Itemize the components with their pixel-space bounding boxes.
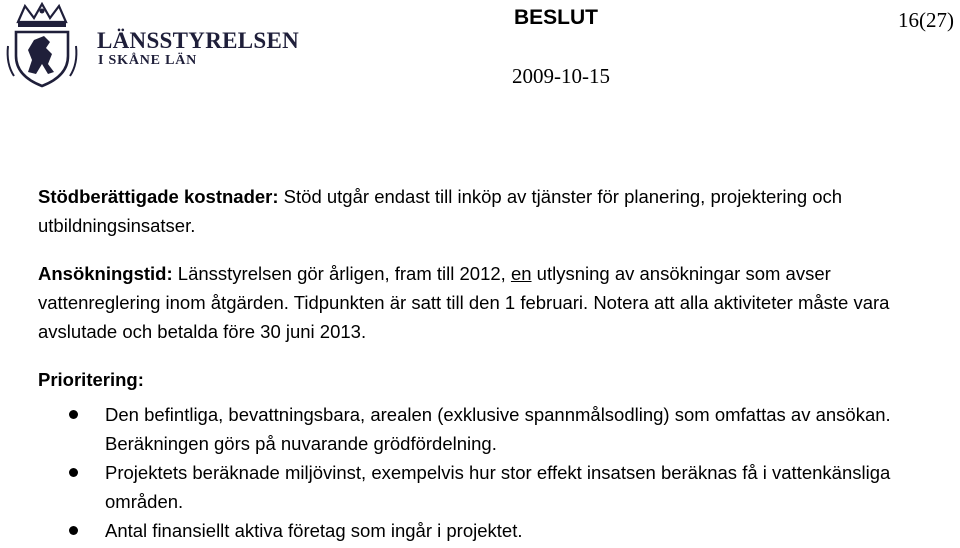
list-item-text: Den befintliga, bevattningsbara, arealen (exklusive spannmålsodling) som omfattas av ansökan. Beräkningen görs på nuvarande grödfördelning. <box>105 404 891 454</box>
bullet-icon <box>69 410 78 419</box>
list-item <box>38 458 925 516</box>
priority-heading: Prioritering: <box>38 369 144 390</box>
application-text-after: utlysning av ansökningar som avser vattenreglering inom åtgärden. Tidpunkten är satt till den 1 februari. Notera att alla aktiviteter måste vara avslutade och betalda före 30 juni 2013. <box>38 263 890 342</box>
organization-name: LÄNSSTYRELSEN <box>97 28 300 53</box>
organization-logo <box>0 0 345 92</box>
application-underlined-word: en <box>510 263 532 284</box>
priority-list <box>38 400 938 545</box>
document-date: 2009-10-15 <box>512 64 610 88</box>
list-item <box>38 400 925 458</box>
application-paragraph <box>38 259 938 346</box>
costs-label: Stödberättigade kostnader: <box>38 186 279 207</box>
organization-subtitle: I SKÅNE LÄN <box>98 53 198 68</box>
bullet-icon <box>69 468 78 477</box>
list-item-text: Antal finansiellt aktiva företag som ingår i projektet. <box>105 520 523 541</box>
bullet-icon <box>69 526 78 535</box>
costs-paragraph <box>38 182 938 240</box>
application-text-before: Länsstyrelsen gör årligen, fram till 2012, <box>172 263 511 284</box>
document-type: BESLUT <box>514 6 598 29</box>
document-body <box>38 182 938 545</box>
page-number: 16(27) <box>898 8 954 32</box>
costs-text: Stöd utgår endast till inköp av tjänster för planering, projektering och utbildningsinsatser. <box>38 186 843 236</box>
list-item <box>38 516 925 545</box>
application-label: Ansökningstid: <box>38 263 173 284</box>
griffin-crest-icon <box>4 2 80 88</box>
list-item-text: Projektets beräknade miljövinst, exempelvis hur stor effekt insatsen beräknas få i vattenkänsliga områden. <box>105 462 891 512</box>
